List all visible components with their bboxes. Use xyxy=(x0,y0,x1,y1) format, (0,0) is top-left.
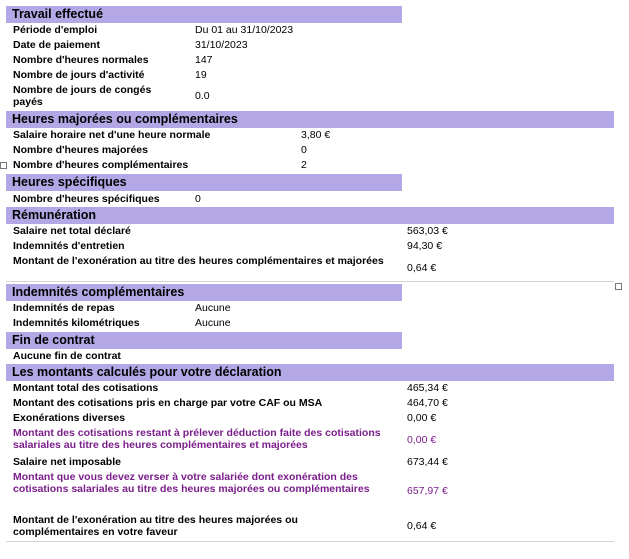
label-heures-normales: Nombre d'heures normales xyxy=(13,54,149,66)
label-heures-majorees: Nombre d'heures majorées xyxy=(13,144,148,156)
section-header-indemnites-complementaires: Indemnités complémentaires xyxy=(6,284,402,301)
label-exonerations-diverses: Exonérations diverses xyxy=(13,412,126,424)
section-header-fin-contrat: Fin de contrat xyxy=(6,332,402,349)
row-divider xyxy=(6,541,402,542)
label-aucune-fin-contrat: Aucune fin de contrat xyxy=(13,350,121,362)
label-cotisations-prises-en-charge: Montant des cotisations pris en charge par votre CAF ou MSA xyxy=(13,397,323,409)
value-salaire-horaire: 3,80 € xyxy=(301,129,331,141)
label-indemnites-entretien: Indemnités d'entretien xyxy=(13,240,125,252)
label-total-cotisations: Montant total des cotisations xyxy=(13,382,159,394)
value-exoneration-heures: 0,64 € xyxy=(407,262,437,274)
value-periode: Du 01 au 31/10/2023 xyxy=(195,24,294,36)
value-heures-complementaires: 2 xyxy=(301,159,307,171)
cell-handle-icon xyxy=(0,162,7,169)
value-indemnites-repas: Aucune xyxy=(195,302,231,314)
value-cotisations-restant: 0,00 € xyxy=(407,434,437,446)
value-total-cotisations: 465,34 € xyxy=(407,382,448,394)
label-salaire-net-imposable: Salaire net imposable xyxy=(13,456,121,468)
value-cotisations-prises-en-charge: 464,70 € xyxy=(407,397,448,409)
value-jours-activite: 19 xyxy=(195,69,207,81)
value-montant-a-verser: 657,97 € xyxy=(407,485,448,497)
label-heures-specifiques: Nombre d'heures spécifiques xyxy=(13,193,160,205)
label-indemnites-repas: Indemnités de repas xyxy=(13,302,115,314)
row-divider xyxy=(6,281,614,282)
section-header-heures-specifiques: Heures spécifiques xyxy=(6,174,402,191)
label-salaire-horaire: Salaire horaire net d'une heure normale xyxy=(13,129,211,141)
value-heures-majorees: 0 xyxy=(301,144,307,156)
value-indemnites-entretien: 94,30 € xyxy=(407,240,443,252)
label-exoneration-en-votre-faveur: Montant de l'exonération au titre des heures majorées ou complémentaires en votre faveur xyxy=(13,514,298,538)
label-periode: Période d'emploi xyxy=(13,24,98,36)
value-salaire-net-total: 563,03 € xyxy=(407,225,448,237)
label-cotisations-restant: Montant des cotisations restant à prélever déduction faite des cotisations salariales au titre des heures complémentaires et majorées xyxy=(13,427,381,451)
value-indemnites-kilometriques: Aucune xyxy=(195,317,231,329)
label-exoneration-heures: Montant de l'exonération au titre des heures complémentaires et majorées xyxy=(13,255,384,267)
label-jours-activite: Nombre de jours d'activité xyxy=(13,69,145,81)
label-salaire-net-total: Salaire net total déclaré xyxy=(13,225,131,237)
label-montant-a-verser: Montant que vous devez verser à votre salariée dont exonération des cotisations salariales au titre des heures majorées ou complémentaires xyxy=(13,471,370,495)
value-conges-payes: 0.0 xyxy=(195,90,210,102)
label-conges-payes: Nombre de jours de congés payés xyxy=(13,84,152,108)
value-heures-normales: 147 xyxy=(195,54,213,66)
label-date-paiement: Date de paiement xyxy=(13,39,100,51)
section-header-montants-calcules: Les montants calculés pour votre déclaration xyxy=(6,364,614,381)
value-salaire-net-imposable: 673,44 € xyxy=(407,456,448,468)
value-exoneration-en-votre-faveur: 0,64 € xyxy=(407,520,437,532)
resize-handle-icon xyxy=(615,283,622,290)
row-divider xyxy=(402,541,614,542)
label-indemnites-kilometriques: Indemnités kilométriques xyxy=(13,317,140,329)
value-date-paiement: 31/10/2023 xyxy=(195,39,248,51)
value-exonerations-diverses: 0,00 € xyxy=(407,412,437,424)
section-header-heures-majorees: Heures majorées ou complémentaires xyxy=(6,111,614,128)
section-header-remuneration: Rémunération xyxy=(6,207,614,224)
label-heures-complementaires: Nombre d'heures complémentaires xyxy=(13,159,189,171)
section-header-travail: Travail effectué xyxy=(6,6,402,23)
value-heures-specifiques: 0 xyxy=(195,193,201,205)
